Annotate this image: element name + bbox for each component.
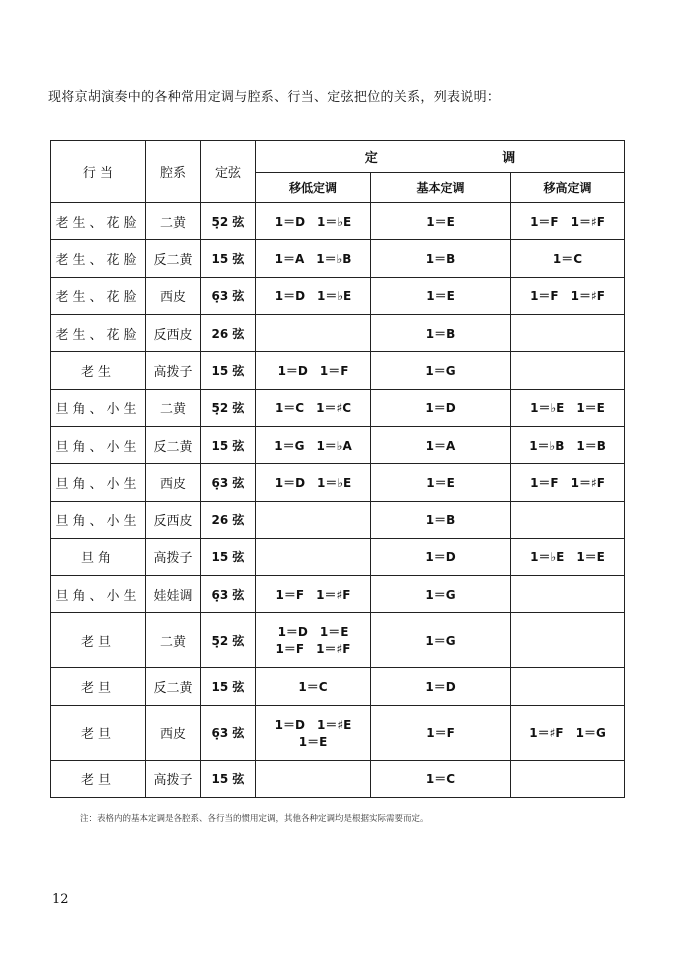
table-row [51,576,625,613]
cell-higher [511,426,625,463]
footnote: 注：表格内的基本定调是各腔系、各行当的惯用定调，其他各种定调均是根据实际需要而定。 [80,814,429,824]
header-keys: 定 调 [256,141,625,173]
cell-base: 1＝E [371,203,511,240]
cell-tune: 反西皮 [146,314,201,351]
cell-tune: 高拨子 [146,760,201,797]
cell-base: 1＝G [371,613,511,668]
key-value: 1＝C [552,251,583,266]
cell-higher [511,277,625,314]
cell-higher [511,464,625,501]
cell-base: 1＝B [371,314,511,351]
header-string: 定弦 [201,141,256,203]
cell-string: 26 弦 [201,314,256,351]
cell-higher [511,352,625,389]
cell-string: 6̣3 弦 [201,576,256,613]
key-value: 1＝D 1＝F [277,363,349,378]
cell-role: 旦角、小生 [51,501,146,538]
header-higher: 移高定调 [511,173,625,203]
cell-higher [511,576,625,613]
cell-role: 旦角 [51,538,146,575]
cell-role: 老生、花脸 [51,203,146,240]
cell-tune: 二黄 [146,613,201,668]
table-row [51,240,625,277]
cell-lower [256,576,371,613]
key-value: 1＝G 1＝♭A [274,438,352,453]
cell-string: 15 弦 [201,240,256,277]
cell-tune: 二黄 [146,389,201,426]
table-row [51,538,625,575]
cell-base: 1＝A [371,426,511,463]
cell-role: 老旦 [51,705,146,760]
cell-higher [511,705,625,760]
cell-higher [511,538,625,575]
cell-lower [256,705,371,760]
cell-base: 1＝D [371,538,511,575]
cell-tune: 娃娃调 [146,576,201,613]
cell-tune: 高拨子 [146,352,201,389]
cell-lower [256,501,371,538]
cell-higher [511,203,625,240]
cell-role: 旦角、小生 [51,426,146,463]
cell-base: 1＝F [371,705,511,760]
table-body [51,203,625,798]
cell-role: 老生、花脸 [51,314,146,351]
key-value: 1＝D 1＝♯E [274,717,352,732]
cell-lower [256,464,371,501]
cell-lower [256,314,371,351]
key-value: 1＝♭E 1＝E [530,401,605,416]
cell-role: 老生、花脸 [51,240,146,277]
cell-base: 1＝C [371,760,511,797]
table-row [51,426,625,463]
cell-base: 1＝B [371,240,511,277]
cell-string: 15 弦 [201,352,256,389]
cell-string: 5̣2 弦 [201,389,256,426]
key-value: 1＝F 1＝♯F [530,475,605,490]
cell-role: 老生、花脸 [51,277,146,314]
table-row [51,760,625,797]
header-role: 行 当 [51,141,146,203]
table-row [51,277,625,314]
key-value: 1＝A 1＝♭B [274,251,352,266]
cell-string: 6̣3 弦 [201,464,256,501]
cell-string: 6̣3 弦 [201,277,256,314]
key-value: 1＝D 1＝♭E [274,289,352,304]
header-tune: 腔系 [146,141,201,203]
cell-base: 1＝E [371,277,511,314]
cell-tune: 高拨子 [146,538,201,575]
cell-base: 1＝G [371,576,511,613]
header-base: 基本定调 [371,173,511,203]
key-value: 1＝E [298,734,328,749]
cell-string: 15 弦 [201,426,256,463]
cell-higher [511,668,625,705]
key-value: 1＝D 1＝E [277,625,349,640]
table-row [51,352,625,389]
cell-role: 老生 [51,352,146,389]
cell-lower [256,668,371,705]
key-value: 1＝F 1＝♯F [530,214,605,229]
cell-role: 旦角、小生 [51,576,146,613]
cell-higher [511,240,625,277]
cell-higher [511,760,625,797]
cell-string: 26 弦 [201,501,256,538]
cell-tune: 反二黄 [146,668,201,705]
cell-base: 1＝E [371,464,511,501]
cell-base: 1＝D [371,389,511,426]
cell-base: 1＝G [371,352,511,389]
cell-lower [256,760,371,797]
cell-lower [256,538,371,575]
key-value: 1＝♭B 1＝B [529,438,606,453]
cell-role: 老旦 [51,760,146,797]
cell-string: 15 弦 [201,668,256,705]
key-value: 1＝F 1＝♯F [275,642,351,657]
cell-tune: 反二黄 [146,240,201,277]
cell-role: 老旦 [51,613,146,668]
cell-lower [256,426,371,463]
cell-higher [511,501,625,538]
header-lower: 移低定调 [256,173,371,203]
key-value: 1＝C [298,680,328,695]
key-value: 1＝♭E 1＝E [530,550,605,565]
cell-tune: 二黄 [146,203,201,240]
table-row [51,389,625,426]
key-value: 1＝D 1＝♭E [274,214,352,229]
intro-text: 现将京胡演奏中的各种常用定调与腔系、行当、定弦把位的关系，列表说明： [48,90,501,105]
cell-tune: 反西皮 [146,501,201,538]
cell-tune: 西皮 [146,277,201,314]
cell-higher [511,613,625,668]
table-row [51,668,625,705]
cell-role: 旦角、小生 [51,464,146,501]
page-number: 12 [52,892,69,907]
table-row [51,203,625,240]
cell-lower [256,277,371,314]
cell-string: 5̣2 弦 [201,613,256,668]
cell-string: 15 弦 [201,538,256,575]
cell-role: 老旦 [51,668,146,705]
cell-base: 1＝B [371,501,511,538]
cell-role: 旦角、小生 [51,389,146,426]
cell-higher [511,314,625,351]
cell-lower [256,203,371,240]
key-value: 1＝C 1＝♯C [274,401,352,416]
cell-base: 1＝D [371,668,511,705]
cell-string: 5̣2 弦 [201,203,256,240]
cell-tune: 反二黄 [146,426,201,463]
cell-higher [511,389,625,426]
key-value: 1＝F 1＝♯F [275,587,351,602]
cell-string: 15 弦 [201,760,256,797]
cell-tune: 西皮 [146,705,201,760]
key-table [50,140,625,798]
key-value: 1＝D 1＝♭E [274,475,352,490]
cell-lower [256,389,371,426]
table-row [51,314,625,351]
table-row [51,705,625,760]
cell-tune: 西皮 [146,464,201,501]
key-value: 1＝F 1＝♯F [530,289,605,304]
key-value: 1＝♯F 1＝G [529,726,606,741]
cell-lower [256,240,371,277]
table-row [51,464,625,501]
table-row [51,613,625,668]
table-row [51,501,625,538]
cell-lower [256,352,371,389]
cell-string: 6̣3 弦 [201,705,256,760]
cell-lower [256,613,371,668]
